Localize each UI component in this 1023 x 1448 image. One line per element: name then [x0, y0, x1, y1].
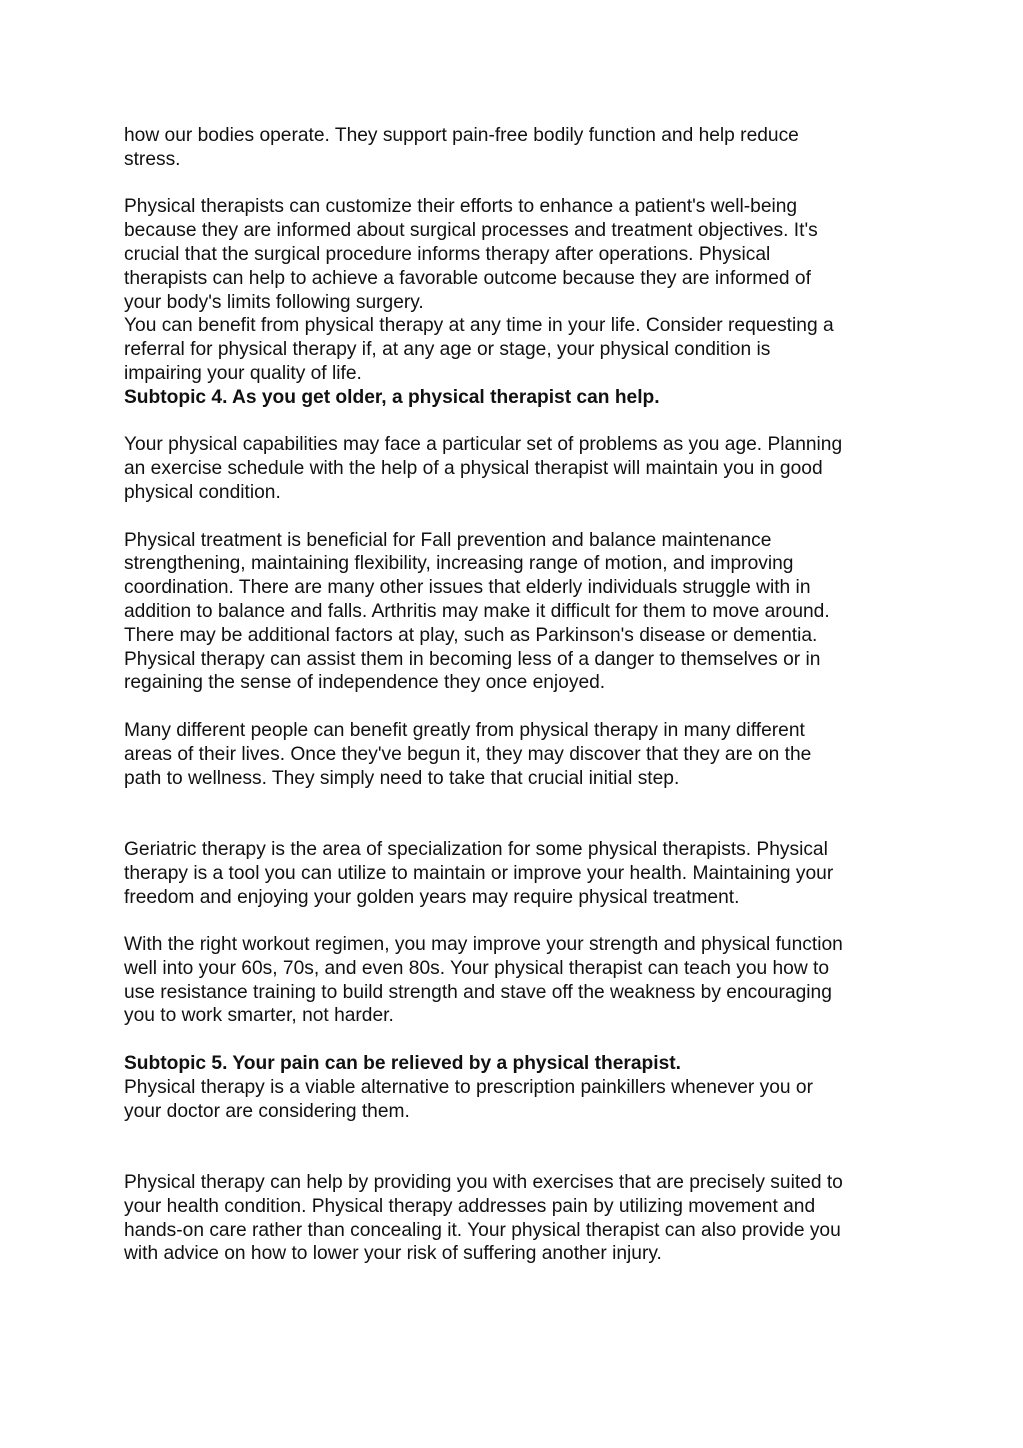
text-line: use resistance training to build strength and stave off the weakness by encouraging	[124, 981, 832, 1003]
text-line: Your physical capabilities may face a particular set of problems as you age. Planning	[124, 434, 843, 456]
paragraph-spacer	[124, 505, 914, 529]
subtopic-5-heading	[124, 1052, 914, 1076]
paragraph-spacer	[124, 790, 914, 814]
text-line: referral for physical therapy if, at any age or stage, your physical condition is	[124, 339, 771, 361]
paragraph-spacer	[124, 1147, 914, 1171]
text-line: Physical therapy can help by providing you with exercises that are precisely suited to	[124, 1172, 843, 1194]
text-line: Physical treatment is beneficial for Fall prevention and balance maintenance	[124, 529, 772, 551]
text-line: strengthening, maintaining flexibility, increasing range of motion, and improving	[124, 553, 794, 575]
text-line: physical condition.	[124, 481, 281, 503]
paragraph-exercises-suited	[124, 1171, 914, 1266]
subtopic-4-heading	[124, 386, 914, 410]
text-line: an exercise schedule with the help of a physical therapist will maintain you in good	[124, 458, 823, 480]
paragraph-workout-regimen	[124, 933, 914, 1028]
text-line: Geriatric therapy is the area of specialization for some physical therapists. Physical	[124, 838, 828, 860]
text-line: areas of their lives. Once they've begun it, they may discover that they are on the	[124, 743, 812, 765]
text-line: your body's limits following surgery.	[124, 291, 424, 313]
paragraph-customize-efforts	[124, 195, 914, 314]
text-line: your doctor are considering them.	[124, 1100, 410, 1122]
text-line: addition to balance and falls. Arthritis may make it difficult for them to move around.	[124, 600, 830, 622]
text-line: Physical therapy is a viable alternative to prescription painkillers whenever you or	[124, 1076, 813, 1098]
paragraph-painkillers-alternative	[124, 1076, 914, 1124]
text-line: regaining the sense of independence they once enjoyed.	[124, 672, 606, 694]
paragraph-spacer	[124, 1028, 914, 1052]
text-line: well into your 60s, 70s, and even 80s. Your physical therapist can teach you how to	[124, 957, 830, 979]
text-line: Physical therapists can customize their efforts to enhance a patient's well-being	[124, 196, 798, 218]
text-line: freedom and enjoying your golden years may require physical treatment.	[124, 886, 740, 908]
paragraph-spacer	[124, 1123, 914, 1147]
text-line: how our bodies operate. They support pain-free bodily function and help reduce	[124, 125, 799, 146]
text-line: There may be additional factors at play, such as Parkinson's disease or dementia.	[124, 624, 818, 646]
text-line: path to wellness. They simply need to take that crucial initial step.	[124, 767, 680, 789]
heading-text: Subtopic 4. As you get older, a physical therapist can help.	[124, 386, 660, 408]
paragraph-geriatric-therapy	[124, 838, 914, 909]
heading-text: Subtopic 5. Your pain can be relieved by a physical therapist.	[124, 1053, 681, 1075]
paragraph-fall-prevention	[124, 529, 914, 696]
text-line: because they are informed about surgical processes and treatment objectives. It's	[124, 220, 818, 242]
text-line: therapists can help to achieve a favorable outcome because they are informed of	[124, 267, 811, 289]
text-line: hands-on care rather than concealing it. Your physical therapist can also provide you	[124, 1219, 841, 1241]
text-line: you to work smarter, not harder.	[124, 1005, 394, 1027]
paragraph-bodies-operate	[124, 124, 914, 172]
document-page	[124, 124, 914, 1266]
text-line: therapy is a tool you can utilize to maintain or improve your health. Maintaining your	[124, 862, 834, 884]
text-line: with advice on how to lower your risk of suffering another injury.	[124, 1243, 662, 1265]
text-line: crucial that the surgical procedure informs therapy after operations. Physical	[124, 243, 771, 265]
text-line: stress.	[124, 148, 181, 170]
paragraph-spacer	[124, 695, 914, 719]
text-line: coordination. There are many other issues that elderly individuals struggle with in	[124, 577, 811, 599]
text-line: You can benefit from physical therapy at any time in your life. Consider requesting a	[124, 315, 834, 337]
text-line: With the right workout regimen, you may improve your strength and physical function	[124, 934, 843, 956]
paragraph-spacer	[124, 172, 914, 196]
text-line: your health condition. Physical therapy addresses pain by utilizing movement and	[124, 1195, 816, 1217]
paragraph-spacer	[124, 814, 914, 838]
paragraph-spacer	[124, 909, 914, 933]
paragraph-capabilities-age	[124, 433, 914, 504]
paragraph-path-to-wellness	[124, 719, 914, 790]
paragraph-spacer	[124, 410, 914, 434]
text-line: Physical therapy can assist them in becoming less of a danger to themselves or in	[124, 648, 821, 670]
text-line: Many different people can benefit greatly from physical therapy in many different	[124, 719, 805, 741]
paragraph-benefit-any-time	[124, 314, 914, 385]
text-line: impairing your quality of life.	[124, 362, 362, 384]
